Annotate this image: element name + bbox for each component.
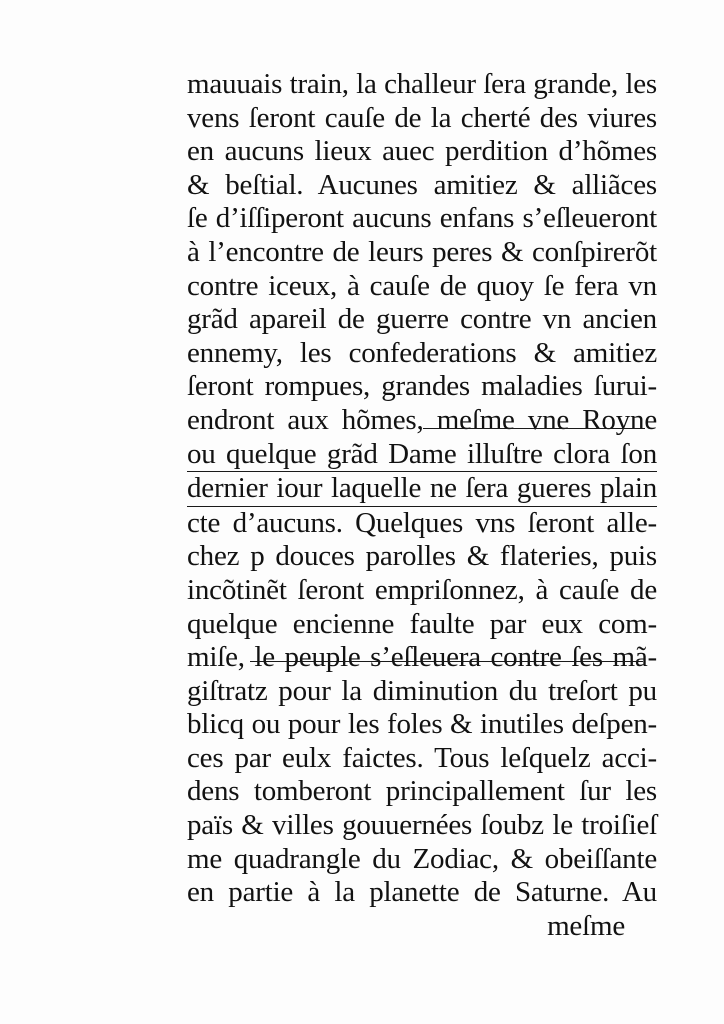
text-line: & beſtial. Aucunes amitiez & alliãces: [187, 168, 657, 201]
text-line: me quadrangle du Zodiac, & obeiſſante: [187, 842, 657, 875]
text-line: grãd apareil de guerre contre vn ancien: [187, 303, 657, 336]
text-line: en aucuns lieux auec perdition d’hõmes: [187, 135, 657, 168]
text-line: miſe, le peuple s’eſleuera contre ſes mã-: [187, 641, 657, 674]
text-line: païs & villes gouuernées ſoubz le troiſieſ: [187, 809, 657, 842]
text-line: en partie à la planette de Saturne. Au: [187, 876, 657, 909]
ink-underline: [250, 661, 643, 662]
text-block: [187, 68, 657, 943]
text-line: ſe d’iſſiperont aucuns enfans s’eſleueront: [187, 202, 657, 235]
text-line: blicq ou pour les foles & inutiles deſpen-: [187, 708, 657, 741]
ink-underline: [423, 428, 645, 429]
text-line: dens tomberont principallement ſur les: [187, 775, 657, 808]
text-line-underlined: dernier iour laquelle ne ſera gueres plain: [187, 472, 657, 507]
text-line: mauuais train, la challeur ſera grande, les: [187, 68, 657, 100]
text-line: giſtratz pour la diminution du treſort pu: [187, 674, 657, 707]
text-line: incõtinẽt ſeront empriſonnez, à cauſe de: [187, 573, 657, 606]
text-line: cte d’aucuns. Quelques vns ſeront alle-: [187, 506, 657, 539]
text-line: chez p douces parolles & flateries, puis: [187, 540, 657, 573]
text-line: ennemy, les confederations & amitiez: [187, 336, 657, 369]
text-line: ces par eulx faictes. Tous leſquelz acci-: [187, 741, 657, 774]
text-line-underlined: ou quelque grãd Dame illuſtre clora ſon: [187, 438, 657, 473]
text-line: à l’encontre de leurs peres & conſpirerõt: [187, 235, 657, 268]
catchword: meſme: [547, 909, 625, 942]
text-line: vens ſeront cauſe de la cherté des viures: [187, 101, 657, 134]
catchword-line: [187, 910, 657, 944]
text-line: ſeront rompues, grandes maladies ſurui-: [187, 370, 657, 403]
text-line: contre iceux, à cauſe de quoy ſe fera vn: [187, 269, 657, 302]
text-line: endront aux hõmes, meſme vne Royne: [187, 403, 657, 436]
text-line: quelque encienne faulte par eux com-: [187, 607, 657, 640]
